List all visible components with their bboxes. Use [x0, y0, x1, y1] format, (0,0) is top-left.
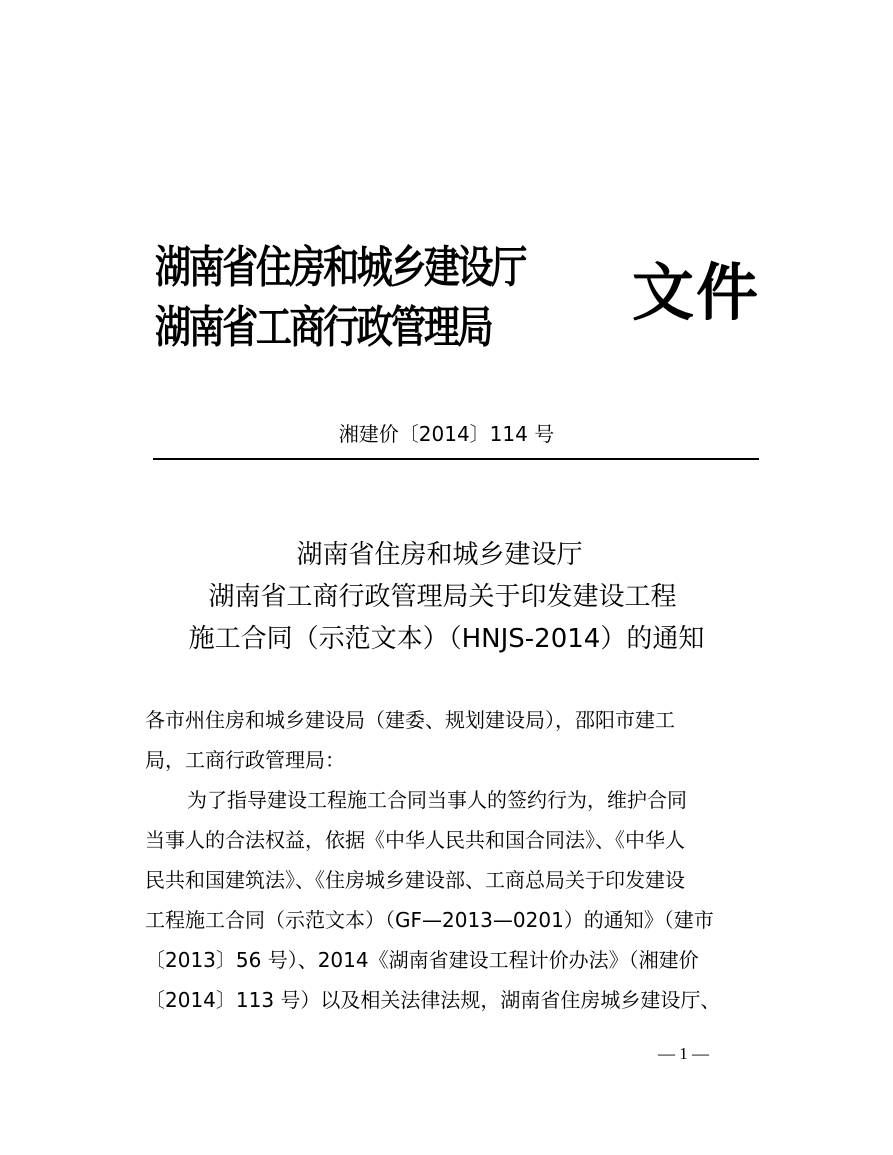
- body-paragraph-line: 〔2014〕113 号）以及相关法律法规，湖南省住房城乡建设厅、: [145, 988, 721, 1012]
- page-number: — 1 —: [658, 1044, 709, 1063]
- notice-title: [0, 534, 893, 660]
- recipients-line: 局，工商行政管理局：: [145, 748, 345, 772]
- body-paragraph-line: 〔2013〕56 号）、2014《湖南省建设工程计价办法》（湘建价: [145, 948, 699, 972]
- title-line: 湖南省工商行政管理局关于印发建设工程: [208, 582, 677, 612]
- body-paragraph-line: 工程施工合同（示范文本）（GF—2013—0201）的通知》（建市: [145, 908, 714, 932]
- title-line: 湖南省住房和城乡建设厅: [296, 540, 583, 570]
- notice-body: [145, 700, 770, 1020]
- body-paragraph-line: 当事人的合法权益，依据《中华人民共和国合同法》、《中华人: [145, 828, 685, 852]
- issuer-block: [155, 238, 525, 358]
- issuer-name-housing: 湖南省住房和城乡建设厅: [155, 242, 525, 293]
- issuer-name-commerce: 湖南省工商行政管理局: [155, 302, 492, 353]
- document-number: 湘建价〔2014〕114 号: [338, 422, 555, 446]
- document-type-label: 文件: [632, 256, 761, 329]
- body-paragraph-line: 为了指导建设工程施工合同当事人的签约行为，维护合同: [187, 788, 687, 812]
- title-line: 施工合同（示范文本）（HNJS-2014）的通知: [188, 624, 705, 654]
- recipients-line: 各市州住房和城乡建设局（建委、规划建设局），邵阳市建工: [145, 708, 675, 732]
- body-paragraph-line: 民共和国建筑法》、《住房城乡建设部、工商总局关于印发建设: [145, 868, 685, 892]
- header-divider: [153, 458, 759, 460]
